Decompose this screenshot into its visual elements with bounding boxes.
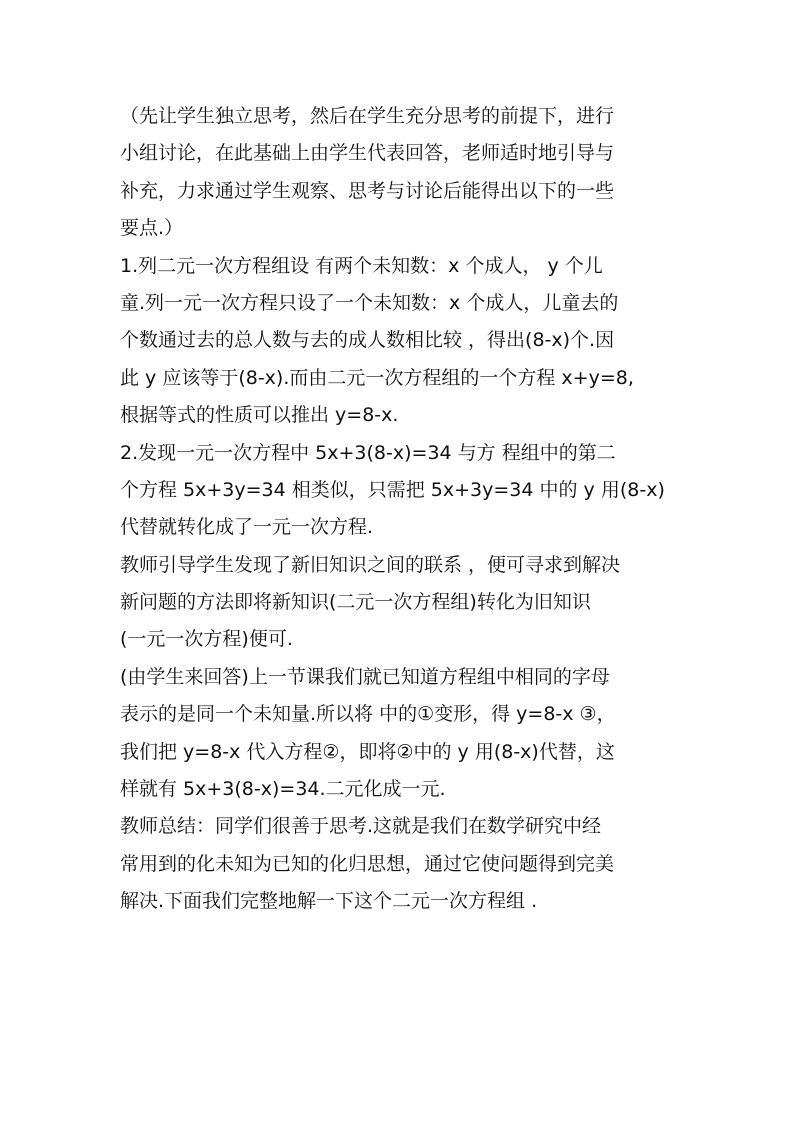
text-line: 新问题的方法即将新知识(二元一次方程组)转化为旧知识 bbox=[120, 591, 591, 614]
text-line: 2.发现一元一次方程中 5x+3(8-x)=34 与方 程组中的第二 bbox=[120, 441, 616, 464]
text-line: 此 y 应该等于(8-x).而由二元一次方程组的一个方程 x+y=8, bbox=[120, 366, 634, 389]
text-line: 我们把 y=8-x 代入方程②，即将②中的 y 用(8-x)代替，这 bbox=[120, 740, 615, 763]
text-line: 根据等式的性质可以推出 y=8-x. bbox=[120, 404, 399, 427]
text-line: （先让学生独立思考，然后在学生充分思考的前提下，进行 bbox=[120, 105, 615, 127]
text-line: 补充，力求通过学生观察、思考与讨论后能得出以下的一些 bbox=[120, 179, 615, 202]
paragraph-point-2 bbox=[120, 435, 680, 547]
text-line: 要点.） bbox=[120, 217, 184, 240]
text-line: 个方程 5x+3y=34 相类似，只需把 5x+3y=34 中的 y 用(8-x) bbox=[120, 478, 665, 501]
paragraph-teacher-summary bbox=[120, 808, 680, 920]
text-line: 解决.下面我们完整地解一下这个二元一次方程组 . bbox=[120, 890, 538, 913]
text-line: 教师总结：同学们很善于思考.这就是我们在数学研究中经 bbox=[120, 815, 602, 838]
paragraph-teacher-guidance bbox=[120, 547, 680, 659]
text-line: 教师引导学生发现了新旧知识之间的联系 ，便可寻求到解决 bbox=[120, 553, 621, 576]
text-line: 1.列二元一次方程组设 有两个未知数：x 个成人， y 个儿 bbox=[120, 254, 603, 277]
paragraph-intro bbox=[120, 98, 680, 248]
text-line: 小组讨论，在此基础上由学生代表回答，老师适时地引导与 bbox=[120, 142, 615, 165]
paragraph-point-1 bbox=[120, 248, 680, 435]
text-line: 个数通过去的总人数与去的成人数相比较 ，得出(8-x)个.因 bbox=[120, 329, 615, 352]
text-line: 常用到的化未知为已知的化归思想，通过它使问题得到完美 bbox=[120, 852, 615, 875]
document-body bbox=[120, 98, 680, 921]
text-line: 样就有 5x+3(8-x)=34.二元化成一元. bbox=[120, 778, 446, 801]
text-line: (由学生来回答)上一节课我们就已知道方程组中相同的字母 bbox=[120, 665, 610, 688]
text-line: 代替就转化成了一元一次方程. bbox=[120, 516, 374, 539]
text-line: 表示的是同一个未知量.所以将 中的①变形，得 y=8-x ③， bbox=[120, 703, 616, 726]
text-line: (一元一次方程)便可. bbox=[120, 628, 293, 651]
text-line: 童.列一元一次方程只设了一个未知数：x 个成人，儿童去的 bbox=[120, 291, 619, 314]
paragraph-student-answer bbox=[120, 659, 680, 809]
